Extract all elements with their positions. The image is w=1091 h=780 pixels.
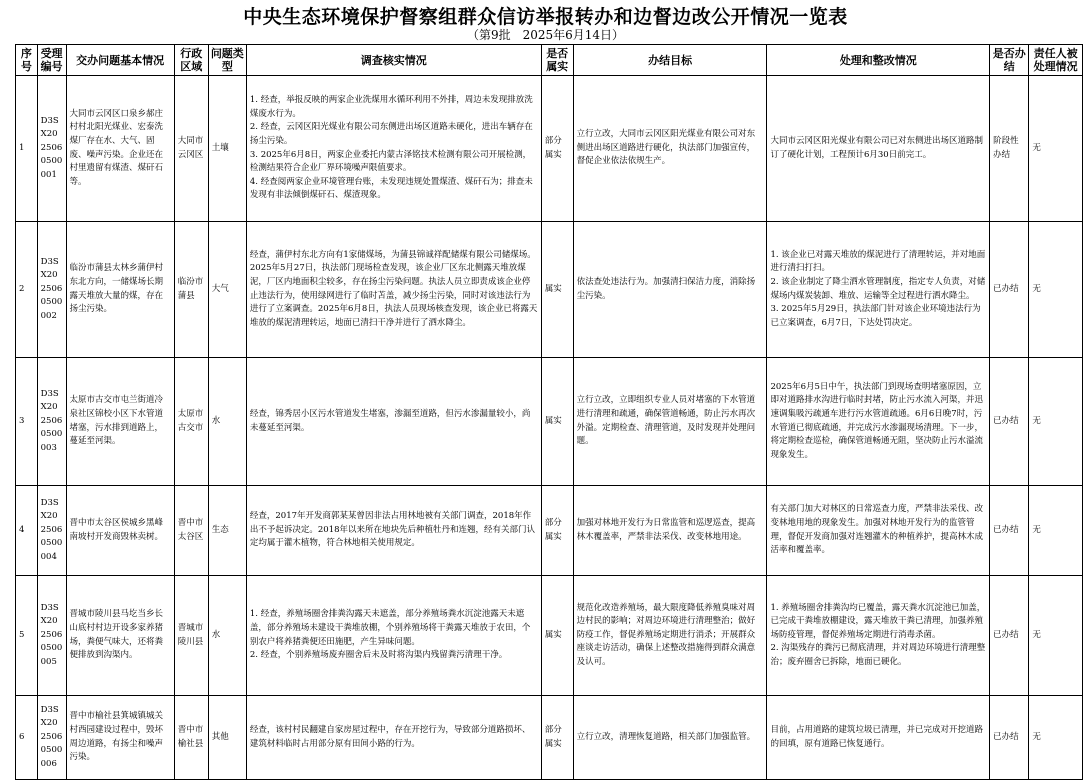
- cell-responsible: 无: [1029, 486, 1083, 576]
- cell-issue: 晋城市陵川县马圪当乡长山底村村边开设多家养猪场，粪便气味大，还将粪便排放到沟渠内。: [66, 576, 174, 696]
- table-row: [16, 696, 1083, 780]
- cell-true-or-not: 部分属实: [541, 696, 573, 780]
- cell-seq: 2: [16, 222, 38, 358]
- cell-code: D3SX2025060500001: [37, 76, 66, 222]
- cell-issue: 晋中市太谷区侯城乡黑峰南坡村开发商毁林卖树。: [66, 486, 174, 576]
- cell-issue: 太原市古交市屯兰街道冷泉社区锦校小区下水管道堵塞，污水排到道路上，蔓延至河渠。: [66, 358, 174, 486]
- cell-status: 已办结: [990, 222, 1029, 358]
- cell-type: 生态: [208, 486, 246, 576]
- page-subtitle: （第9批 2025年6月14日）: [466, 28, 625, 42]
- cell-handling: 1. 该企业已对露天堆放的煤泥进行了清理转运，并对地面进行清扫打扫。 2. 该企业制定了降尘洒水管理制度，指定专人负责，对储煤场内煤炭装卸、堆放、运输等全过程进行洒水降尘。 3. 2025年5月29日，执法部门针对该企业环境违法行为已立案调查，6月7日，下达处罚决定。: [767, 222, 990, 358]
- cell-handling: 大同市云冈区阳光煤业有限公司已对东侧进出场区道路制订了硬化计划，工程预计6月30日前完工。: [767, 76, 990, 222]
- cell-handling: 1. 养殖场圈舍排粪沟均已覆盖，露天粪水沉淀池已加盖，已完成干粪堆放棚建设，露天堆放干粪已清理，加强养殖场防疫管理，督促养殖场定期进行消毒杀菌。 2. 沟渠残存的粪污已彻底清理，并对周边环境进行清理整治；废弃圈舍已拆除，地面已硬化。: [767, 576, 990, 696]
- cell-status: 已办结: [990, 358, 1029, 486]
- page-title: 中央生态环境保护督察组群众信访举报转办和边督边改公开情况一览表: [243, 6, 848, 28]
- cell-issue: 临汾市蒲县太林乡蒲伊村东北方向，一储煤场长期露天堆放大量的煤，存在扬尘污染。: [66, 222, 174, 358]
- cell-true-or-not: 属实: [541, 576, 573, 696]
- cell-issue: 大同市云冈区口泉乡郝庄村村北阳光煤业、宏泰洗煤厂存在水、大气、固废、噪声污染。企业还在村里遗留有煤渣、煤矸石等。: [66, 76, 174, 222]
- report-table: [15, 44, 1083, 780]
- cell-true-or-not: 属实: [541, 222, 573, 358]
- cell-region: 晋中市榆社县: [174, 696, 208, 780]
- cell-seq: 5: [16, 576, 38, 696]
- cell-type: 水: [208, 358, 246, 486]
- col-header-target: 办结目标: [573, 45, 767, 76]
- cell-target: 立行立改，清理恢复道路，相关部门加强监管。: [573, 696, 767, 780]
- cell-handling: 2025年6月5日中午，执法部门到现场查明堵塞原因，立即对道路排水沟进行临时封堵，防止污水流入河渠，并迅速调集吸污疏通车进行污水管道疏通。6月6日晚7时，污水管道已彻底疏通，并完成污水渗漏现场清理。下一步，将定期检查巡检，确保管道畅通无阻，坚决防止污水溢流现象发生。: [767, 358, 990, 486]
- col-header-investigation: 调查核实情况: [246, 45, 541, 76]
- table-row: [16, 358, 1083, 486]
- cell-code: D3SX2025060500006: [37, 696, 66, 780]
- col-header-region: 行政区域: [174, 45, 208, 76]
- cell-seq: 4: [16, 486, 38, 576]
- cell-true-or-not: 部分属实: [541, 486, 573, 576]
- cell-region: 太原市古交市: [174, 358, 208, 486]
- cell-status: 已办结: [990, 486, 1029, 576]
- cell-type: 其他: [208, 696, 246, 780]
- cell-seq: 3: [16, 358, 38, 486]
- cell-region: 临汾市蒲县: [174, 222, 208, 358]
- table-header-row: [16, 45, 1083, 76]
- table-row: [16, 486, 1083, 576]
- col-header-handling: 处理和整改情况: [767, 45, 990, 76]
- cell-investigation: 经查，该村村民翻建自家房屋过程中，存在开挖行为，导致部分道路损坏、建筑材料临时占用部分原有田间小路的行为。: [246, 696, 541, 780]
- cell-code: D3SX2025060500003: [37, 358, 66, 486]
- cell-code: D3SX2025060500005: [37, 576, 66, 696]
- cell-responsible: 无: [1029, 222, 1083, 358]
- table-row: [16, 576, 1083, 696]
- table-row: [16, 76, 1083, 222]
- cell-code: D3SX2025060500004: [37, 486, 66, 576]
- cell-responsible: 无: [1029, 696, 1083, 780]
- cell-target: 立行立改，大同市云冈区阳光煤业有限公司对东侧进出场区道路进行硬化，执法部门加强宣传，督促企业依法依规生产。: [573, 76, 767, 222]
- cell-code: D3SX2025060500002: [37, 222, 66, 358]
- cell-responsible: 无: [1029, 76, 1083, 222]
- cell-target: 加强对林地开发行为日常监管和巡逻巡查，提高林木覆盖率，严禁非法采伐、改变林地用途。: [573, 486, 767, 576]
- cell-investigation: 1. 经查，举报反映的两家企业洗煤用水循环利用不外排，周边未发现排放洗煤废水行为。 2. 经查，云冈区阳光煤业有限公司东侧进出场区道路未硬化，进出车辆存在扬尘污染。 3. 2025年6月8日，两家企业委托内蒙古泽铭技术检测有限公司开展检测，检测结果符合企业厂界环境噪声限值要求。 4. 经查阅两家企业环境管理台账，未发现违规处置煤渣、煤矸石为；排查未发现有非法倾倒煤矸石、煤渣现象。: [246, 76, 541, 222]
- table-row: [16, 222, 1083, 358]
- cell-handling: 有关部门加大对林区的日常巡查力度，严禁非法采伐、改变林地用地的现象发生。加强对林地开发行为的监管管理，督促开发商加强对连翘灌木的种植养护，提高林木成活率和覆盖率。: [767, 486, 990, 576]
- cell-issue: 晋中市榆社县箕城镇城关村西园建设过程中，毁坏周边道路，有扬尘和噪声污染。: [66, 696, 174, 780]
- cell-seq: 1: [16, 76, 38, 222]
- cell-status: 阶段性办结: [990, 76, 1029, 222]
- cell-region: 大同市云冈区: [174, 76, 208, 222]
- cell-true-or-not: 属实: [541, 358, 573, 486]
- col-header-code: 受理编号: [37, 45, 66, 76]
- cell-seq: 6: [16, 696, 38, 780]
- col-header-seq: 序号: [16, 45, 38, 76]
- col-header-type: 问题类型: [208, 45, 246, 76]
- col-header-status: 是否办结: [990, 45, 1029, 76]
- cell-true-or-not: 部分属实: [541, 76, 573, 222]
- cell-target: 立行立改，立即组织专业人员对堵塞的下水管道进行清理和疏通，确保管道畅通，防止污水再次外溢。定期检查、清理管道，及时发现并处理问题。: [573, 358, 767, 486]
- cell-investigation: 经查，锦秀居小区污水管道发生堵塞，渗漏至道路，但污水渗漏量较小，尚未蔓延至河渠。: [246, 358, 541, 486]
- cell-type: 水: [208, 576, 246, 696]
- cell-target: 规范化改造养殖场，最大限度降低养殖臭味对周边村民的影响；对周边环境进行清理整治；做好防疫工作，督促养殖场定期进行消杀；开展群众座谈走访活动，确保上述整改措施得到群众满意及认可。: [573, 576, 767, 696]
- cell-responsible: 无: [1029, 576, 1083, 696]
- cell-type: 大气: [208, 222, 246, 358]
- col-header-responsible: 责任人被处理情况: [1029, 45, 1083, 76]
- cell-region: 晋中市太谷区: [174, 486, 208, 576]
- col-header-issue: 交办问题基本情况: [66, 45, 174, 76]
- cell-type: 土壤: [208, 76, 246, 222]
- col-header-true-or-not: 是否属实: [541, 45, 573, 76]
- cell-target: 依法查处违法行为。加强清扫保洁力度，消除扬尘污染。: [573, 222, 767, 358]
- cell-status: 已办结: [990, 576, 1029, 696]
- cell-handling: 目前，占用道路的建筑垃圾已清理，并已完成对开挖道路的回填，原有道路已恢复通行。: [767, 696, 990, 780]
- cell-investigation: 经查，2017年开发商郭某某曾因非法占用林地被有关部门调查，2018年作出不予起诉决定。2018年以来所在地块先后种植牡丹和连翘，经有关部门认定均属于灌木植物，符合林地相关使用规定。: [246, 486, 541, 576]
- cell-responsible: 无: [1029, 358, 1083, 486]
- cell-status: 已办结: [990, 696, 1029, 780]
- cell-region: 晋城市陵川县: [174, 576, 208, 696]
- cell-investigation: 1. 经查，养殖场圈舍排粪沟露天未遮盖，部分养殖场粪水沉淀池露天未遮盖，部分养殖场未建设干粪堆放棚，个别养殖场将干粪露天堆放于农田，个别农户将养猪粪便还田施肥，产生异味问题。 2. 经查，个别养殖场废弃圈舍后未及时将沟渠内残留粪污清理干净。: [246, 576, 541, 696]
- cell-investigation: 经查，蒲伊村东北方向有1家储煤场，为蒲县锦诚祥配储煤有限公司储煤场。2025年5月27日，执法部门现场检查发现，该企业厂区东北侧露天堆放煤泥，厂区内地面积尘较多，存在扬尘污染问题。执法人员立即责成该企业停止违法行为，使用绿网进行了临时苫盖，减少扬尘污染，同时对该违法行为进行了立案调查。2025年6月8日，执法人员现场核查发现，该企业已将露天堆放的煤泥清理转运，地面已清扫干净并进行了洒水降尘。: [246, 222, 541, 358]
